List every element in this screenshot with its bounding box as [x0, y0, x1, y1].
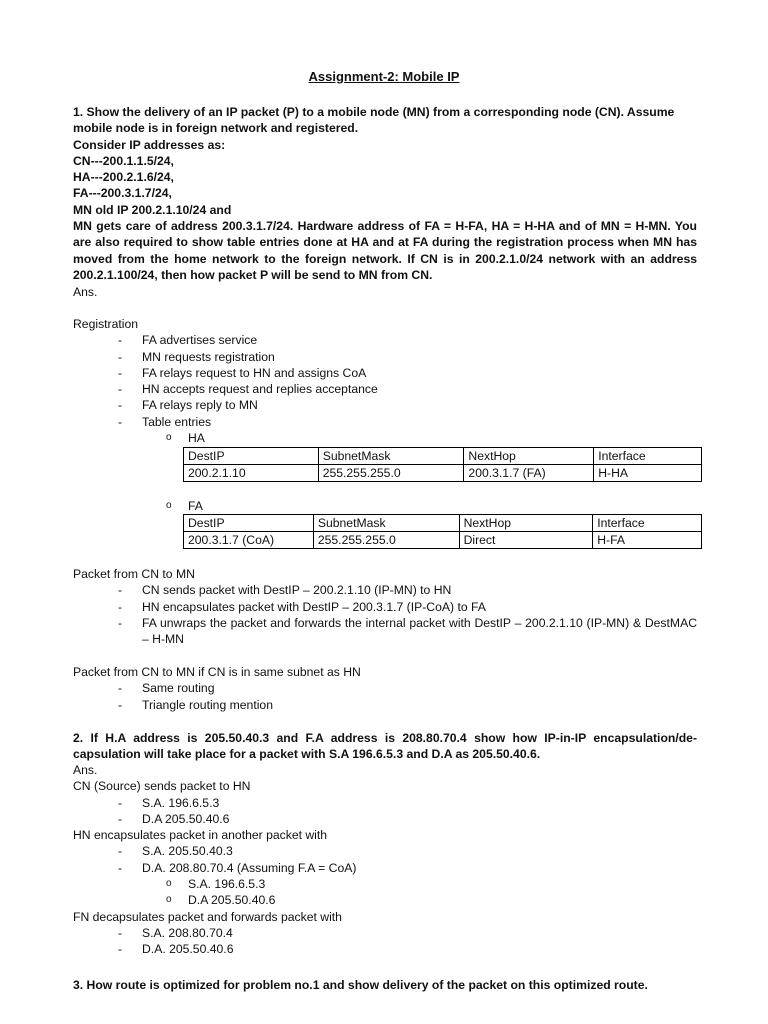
question-3: 3. How route is optimized for problem no.1 and show delivery of the packet on this optimized route. — [73, 978, 648, 992]
table-row — [184, 532, 702, 549]
question-2: 2. If H.A address is 205.50.40.3 and F.A address is 208.80.70.4 show how IP-in-IP encapsulation/de-capsulation will take place for a packet with S.A 196.6.5.3 and D.A as 205.50.40.6. — [73, 731, 697, 762]
list-item: - FA relays reply to MN — [118, 398, 258, 413]
question-1-line: Consider IP addresses as: — [73, 137, 226, 152]
table-row — [184, 465, 702, 482]
fa-label-row — [73, 498, 697, 514]
sub-list-item: o D.A 205.50.40.6 — [166, 893, 276, 908]
question-1-line: CN---200.1.1.5/24, — [73, 153, 174, 168]
list-item: - Triangle routing mention — [118, 697, 273, 712]
list-item: - HN accepts request and replies acceptance — [118, 382, 378, 397]
table-header-row — [184, 448, 702, 465]
list-item: - S.A. 196.6.5.3 — [118, 795, 220, 810]
table-header-cell: NextHop — [464, 448, 594, 465]
answer-label: Ans. — [73, 285, 98, 299]
registration-heading: Registration — [73, 317, 139, 331]
question-1-text: MN gets care of address 200.3.1.7/24. Hardware address of FA = H-FA, HA = H-HA and of MN = H-MN. You are also required to show table entries done at HA and at FA during the registration process when MN has moved from the home network to the foreign network. If CN is in 200.2.1.0/24 network with an address 200.2.1.100/24, then how packet P will be send to MN from CN. — [73, 219, 697, 282]
list-item: - S.A. 205.50.40.3 — [118, 844, 233, 859]
list-item: - S.A. 208.80.70.4 — [118, 925, 233, 940]
table-header-cell: Interface — [593, 515, 702, 532]
list-item: - CN sends packet with DestIP – 200.2.1.10 (IP-MN) to HN — [118, 583, 452, 598]
same-subnet-section — [73, 664, 697, 713]
question-1-line: MN old IP 200.2.1.10/24 and — [73, 202, 232, 217]
list-item: - FA relays request to HN and assigns CoA — [118, 365, 367, 380]
table-cell: 200.2.1.10 — [184, 465, 319, 482]
table-header-cell: SubnetMask — [313, 515, 459, 532]
ha-table — [183, 447, 702, 482]
fa-table — [183, 514, 702, 549]
list-item: - MN requests registration — [118, 349, 275, 364]
section-heading: HN encapsulates packet in another packet with — [73, 828, 328, 843]
sub-list-item: o FA — [166, 499, 203, 513]
list-item: - Table entries — [118, 414, 212, 429]
table-header-cell: Interface — [594, 448, 702, 465]
section-heading: FN decapsulates packet and forwards packet with — [73, 909, 342, 924]
question-1-line: FA---200.3.1.7/24, — [73, 186, 172, 201]
answer-label: Ans. — [73, 763, 98, 777]
list-item: - FA unwraps the packet and forwards the internal packet with DestIP – 200.2.1.10 (IP-MN) & DestMAC – H-MN — [118, 615, 697, 647]
question-1-line: HA---200.2.1.6/24, — [73, 170, 174, 185]
list-item: - HN encapsulates packet with DestIP – 200.3.1.7 (IP-CoA) to FA — [118, 599, 486, 614]
table-cell: H-FA — [593, 532, 702, 549]
table-header-cell: SubnetMask — [318, 448, 464, 465]
section-heading: Packet from CN to MN if CN is in same subnet as HN — [73, 665, 361, 679]
table-cell: Direct — [459, 532, 593, 549]
registration-section — [73, 316, 697, 446]
table-cell: 200.3.1.7 (FA) — [464, 465, 594, 482]
table-header-cell: DestIP — [184, 448, 319, 465]
table-cell: H-HA — [594, 465, 702, 482]
list-item: - D.A 205.50.40.6 — [118, 811, 230, 826]
table-cell: 200.3.1.7 (CoA) — [184, 532, 314, 549]
sub-list-item: o S.A. 196.6.5.3 — [166, 877, 266, 892]
list-item: - FA advertises service — [118, 333, 258, 348]
question-1-text: 1. Show the delivery of an IP packet (P) to a mobile node (MN) from a corresponding node (CN). Assume mobile node is in foreign network and registered. — [73, 105, 675, 136]
page-title: Assignment-2: Mobile IP — [308, 69, 460, 84]
q2-answer-section — [73, 762, 697, 958]
sub-list-item: o HA — [166, 431, 205, 446]
list-item: - D.A. 205.50.40.6 — [118, 942, 234, 957]
table-cell: 255.255.255.0 — [313, 532, 459, 549]
packet-cn-mn-section — [73, 566, 697, 647]
section-heading: CN (Source) sends packet to HN — [73, 779, 251, 794]
section-heading: Packet from CN to MN — [73, 567, 195, 581]
list-item: - D.A. 208.80.70.4 (Assuming F.A = CoA) — [118, 860, 357, 875]
table-header-cell: NextHop — [459, 515, 593, 532]
list-item: - Same routing — [118, 681, 215, 696]
table-header-row — [184, 515, 702, 532]
question-1 — [73, 104, 697, 283]
table-cell: 255.255.255.0 — [318, 465, 464, 482]
table-header-cell: DestIP — [184, 515, 314, 532]
